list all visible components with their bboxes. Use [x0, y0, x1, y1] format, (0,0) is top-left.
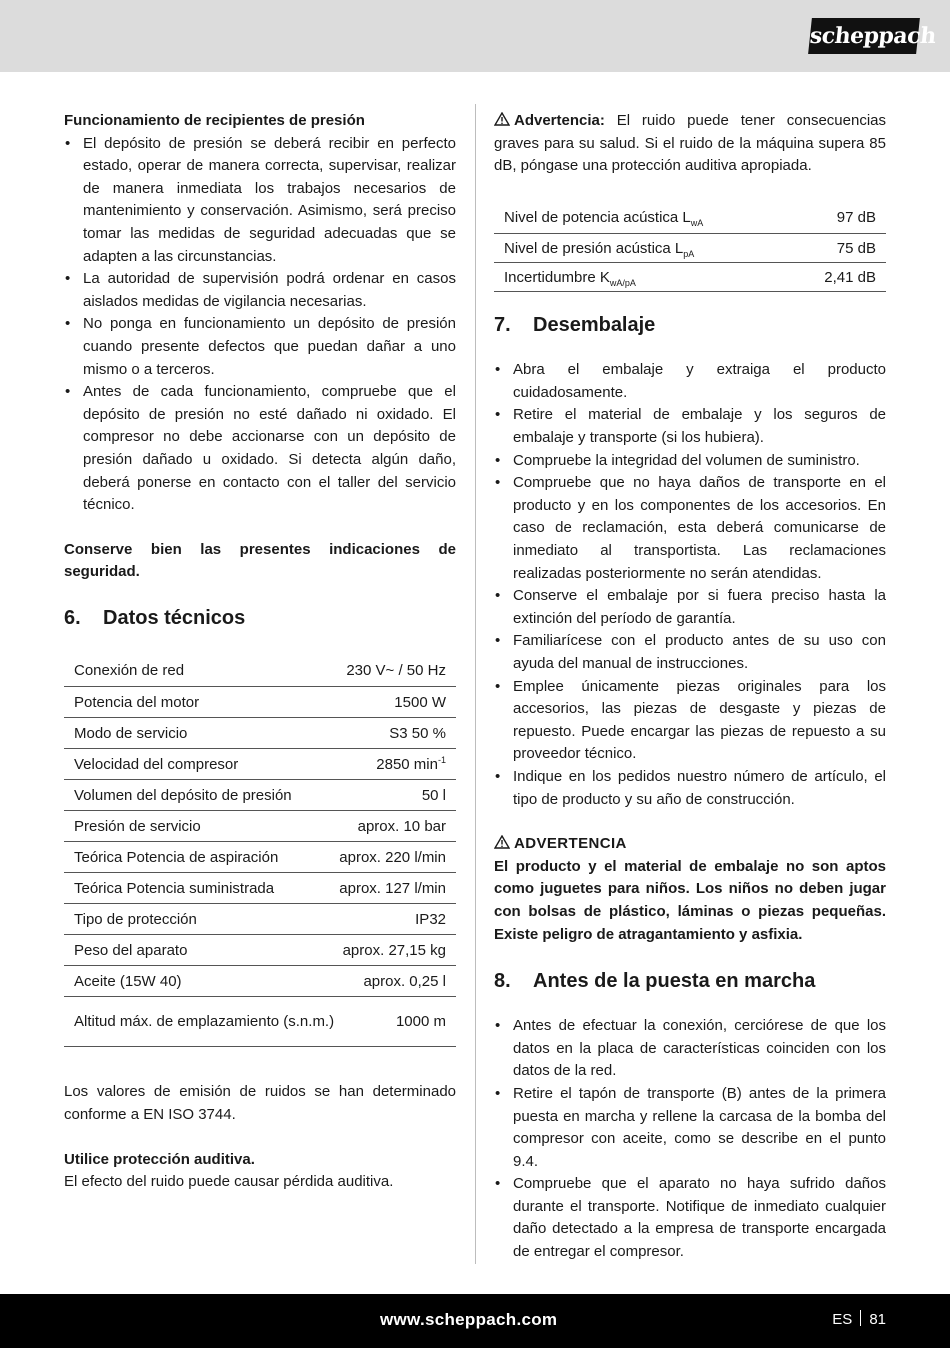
- warning-icon: [494, 835, 510, 849]
- column-divider: [475, 104, 476, 1264]
- list-item: • Indique en los pedidos nuestro número de artículo, el tipo de producto y su año de construcción.: [494, 766, 886, 811]
- page-number: [832, 1310, 886, 1328]
- footer-url[interactable]: www.scheppach.com: [380, 1310, 558, 1329]
- spec-value-cell: [338, 873, 456, 904]
- language-code: ES: [832, 1311, 853, 1328]
- spec-label: Velocidad del compresor: [64, 749, 338, 780]
- table-row: [64, 655, 456, 687]
- spec-value: S3 50 %: [389, 724, 446, 742]
- list-item: • Conserve el embalaje por si fuera preciso hasta la extinción del período de garantía.: [494, 585, 886, 630]
- table-row: [64, 873, 456, 904]
- spec-value: IP32: [415, 910, 446, 928]
- spec-value-cell: [338, 842, 456, 873]
- noise-warning-text: El ruido puede tener consecuencias graves para su salud. Si el ruido de la máquina supera 85 dB, póngase una protección auditiva apropiada.: [494, 112, 886, 175]
- specs-table: [64, 655, 456, 1048]
- section-title: Datos técnicos: [103, 606, 246, 629]
- table-row: [64, 780, 456, 811]
- spec-value-cell: [338, 655, 456, 687]
- section-title: Desembalaje: [533, 314, 656, 337]
- noise-value: 97 dB: [797, 202, 886, 234]
- spec-label: Tipo de protección: [64, 904, 338, 935]
- spec-value-cell: [338, 718, 456, 749]
- list-item: • Compruebe que no haya daños de transporte en el producto y en los componentes de los accesorios. En caso de reclamación, esta deberá comunicarse de inmediato al transportista. Las reclamaciones realizadas posteriormente no serán atendidas.: [494, 472, 886, 585]
- spec-label: Altitud máx. de emplazamiento (s.n.m.): [64, 997, 338, 1047]
- separator: [860, 1310, 861, 1326]
- noise-warning-label: Advertencia:: [514, 112, 605, 129]
- noise-label-cell: [494, 263, 797, 292]
- spec-label: Peso del aparato: [64, 935, 338, 966]
- spec-label: Conexión de red: [64, 655, 338, 687]
- spec-value: aprox. 10 bar: [357, 817, 446, 835]
- spec-value: aprox. 27,15 kg: [342, 941, 446, 959]
- table-row: [64, 935, 456, 966]
- spec-value-cell: [338, 687, 456, 718]
- list-item: • La autoridad de supervisión podrá ordenar en casos aislados medidas de vigilancia necesarias.: [64, 268, 456, 313]
- spec-value: aprox. 220 l/min: [339, 848, 446, 866]
- list-item: • Retire el tapón de transporte (B) antes de la primera puesta en marcha y rellene la carcasa de la bomba del compresor con aceite, como se describe en el punto 9.4.: [494, 1083, 886, 1173]
- noise-body: [494, 202, 886, 292]
- table-row: [64, 997, 456, 1047]
- noise-label-subscript: wA/pA: [609, 277, 636, 288]
- emission-text: Los valores de emisión de ruidos se han determinado conforme a EN ISO 3744.: [64, 1083, 456, 1123]
- keep-note: Conserve bien las presentes indicaciones de seguridad.: [64, 540, 456, 581]
- table-row: [64, 749, 456, 780]
- list-item: • Familiarícese con el producto antes de su uso con ayuda del manual de instrucciones.: [494, 630, 886, 675]
- table-row: [64, 904, 456, 935]
- spec-value-cell: [338, 749, 456, 780]
- noise-value: 2,41 dB: [797, 263, 886, 292]
- spec-value-cell: [338, 780, 456, 811]
- noise-label-subscript: pA: [683, 248, 695, 259]
- list-item: • Emplee únicamente piezas originales para los accesorios, las piezas de desgaste y piezas de repuesto. Puede encargar las piezas de repuesto a su proveedor técnico.: [494, 676, 886, 766]
- table-row: [64, 811, 456, 842]
- section-8-heading: [494, 968, 886, 994]
- spec-value: aprox. 127 l/min: [339, 879, 446, 897]
- section-7-heading: [494, 312, 886, 338]
- spec-value-cell: [338, 935, 456, 966]
- section-number: 8.: [494, 970, 511, 993]
- spec-value-cell: [338, 966, 456, 997]
- advert-heading-line: [494, 833, 886, 856]
- section-number: 7.: [494, 314, 511, 337]
- spec-value-cell: [338, 997, 456, 1047]
- noise-label: Incertidumbre K: [504, 268, 610, 286]
- spec-label: Potencia del motor: [64, 687, 338, 718]
- list-item: • El depósito de presión se deberá recibir en perfecto estado, operar de manera correcta, supervisar, realizar de manera inmediata los trabajos necesarios de mantenimiento y conservación. Asimismo, será preciso tomar las medidas de seguridad adecuadas que se adapten a las circunstancias.: [64, 133, 456, 269]
- right-column: [494, 110, 886, 1264]
- list-item: • Retire el material de embalaje y los seguros de embalaje y transporte (si los hubiera).: [494, 404, 886, 449]
- spec-label: Presión de servicio: [64, 811, 338, 842]
- section-6-heading: [64, 605, 456, 631]
- hearing-heading: Utilice protección auditiva.: [64, 1150, 255, 1168]
- spec-label: Modo de servicio: [64, 718, 338, 749]
- unpack-list: [494, 359, 886, 811]
- hearing-text: El efecto del ruido puede causar pérdida auditiva.: [64, 1173, 394, 1191]
- table-row: [64, 966, 456, 997]
- list-item: • Antes de cada funcionamiento, compruebe que el depósito de presión no esté dañado ni oxidado. El compresor no debe accionarse con un depósito de presión dañado u oxidado. Si detecta algún daño, deberá ponerse en contacto con el taller del servicio técnico.: [64, 381, 456, 517]
- list-item: • Compruebe la integridad del volumen de suministro.: [494, 450, 886, 473]
- spec-value: 1500 W: [394, 693, 446, 711]
- noise-warning: [494, 110, 886, 178]
- noise-label-subscript: wA: [690, 218, 704, 229]
- header-bar: [0, 0, 950, 72]
- list-item: • No ponga en funcionamiento un depósito de presión cuando presente defectos que puedan dañar a uno mismo o a terceros.: [64, 313, 456, 381]
- spec-value: aprox. 0,25 l: [363, 972, 446, 990]
- list-item: • Compruebe que el aparato no haya sufrido daños durante el transporte. Notifique de inmediato cualquier daño detectado a la empresa de transporte encargada de entregar el compresor.: [494, 1173, 886, 1263]
- table-row: [494, 202, 886, 234]
- pressure-heading: Funcionamiento de recipientes de presión: [64, 112, 365, 129]
- table-row: [64, 718, 456, 749]
- table-row: [64, 842, 456, 873]
- section-title: Antes de la puesta en marcha: [533, 970, 816, 993]
- spec-value: 50 l: [421, 786, 446, 804]
- noise-label: Nivel de presión acústica L: [504, 239, 684, 257]
- footer-bar: [0, 1294, 950, 1348]
- brand-logo: scheppach: [808, 18, 920, 54]
- table-row: [494, 234, 886, 263]
- warning-icon: [494, 112, 510, 126]
- noise-label-cell: [494, 234, 797, 263]
- noise-table: [494, 202, 886, 293]
- spec-value-cell: [338, 811, 456, 842]
- noise-value: 75 dB: [797, 234, 886, 263]
- noise-label-cell: [494, 202, 797, 234]
- table-row: [64, 687, 456, 718]
- advert-text: El producto y el material de embalaje no son aptos como juguetes para niños. Los niños no deben jugar con bolsas de plástico, láminas o piezas pequeñas. Existe peligro de atragantamiento y asfixia.: [494, 857, 886, 943]
- left-column: [64, 110, 456, 1194]
- section-number: 6.: [64, 606, 81, 629]
- table-row: [494, 263, 886, 292]
- spec-value: 2850 min: [376, 755, 438, 773]
- spec-value: 1000 m: [395, 1013, 446, 1031]
- spec-label: Volumen del depósito de presión: [64, 780, 338, 811]
- noise-label: Nivel de potencia acústica L: [504, 209, 691, 227]
- advert-heading: ADVERTENCIA: [514, 835, 627, 853]
- spec-label: Aceite (15W 40): [64, 966, 338, 997]
- specs-body: [64, 655, 456, 1047]
- page-num: 81: [869, 1311, 886, 1328]
- spec-unit-exponent: -1: [437, 754, 446, 765]
- spec-value: 230 V~ / 50 Hz: [346, 662, 446, 680]
- start-list: [494, 1015, 886, 1264]
- list-item: • Antes de efectuar la conexión, cerciórese de que los datos en la placa de características coinciden con los datos de la red.: [494, 1015, 886, 1083]
- list-item: • Abra el embalaje y extraiga el producto cuidadosamente.: [494, 359, 886, 404]
- spec-value-cell: [338, 904, 456, 935]
- pressure-list: [64, 133, 456, 517]
- spec-label: Teórica Potencia suministrada: [64, 873, 338, 904]
- spec-label: Teórica Potencia de aspiración: [64, 842, 338, 873]
